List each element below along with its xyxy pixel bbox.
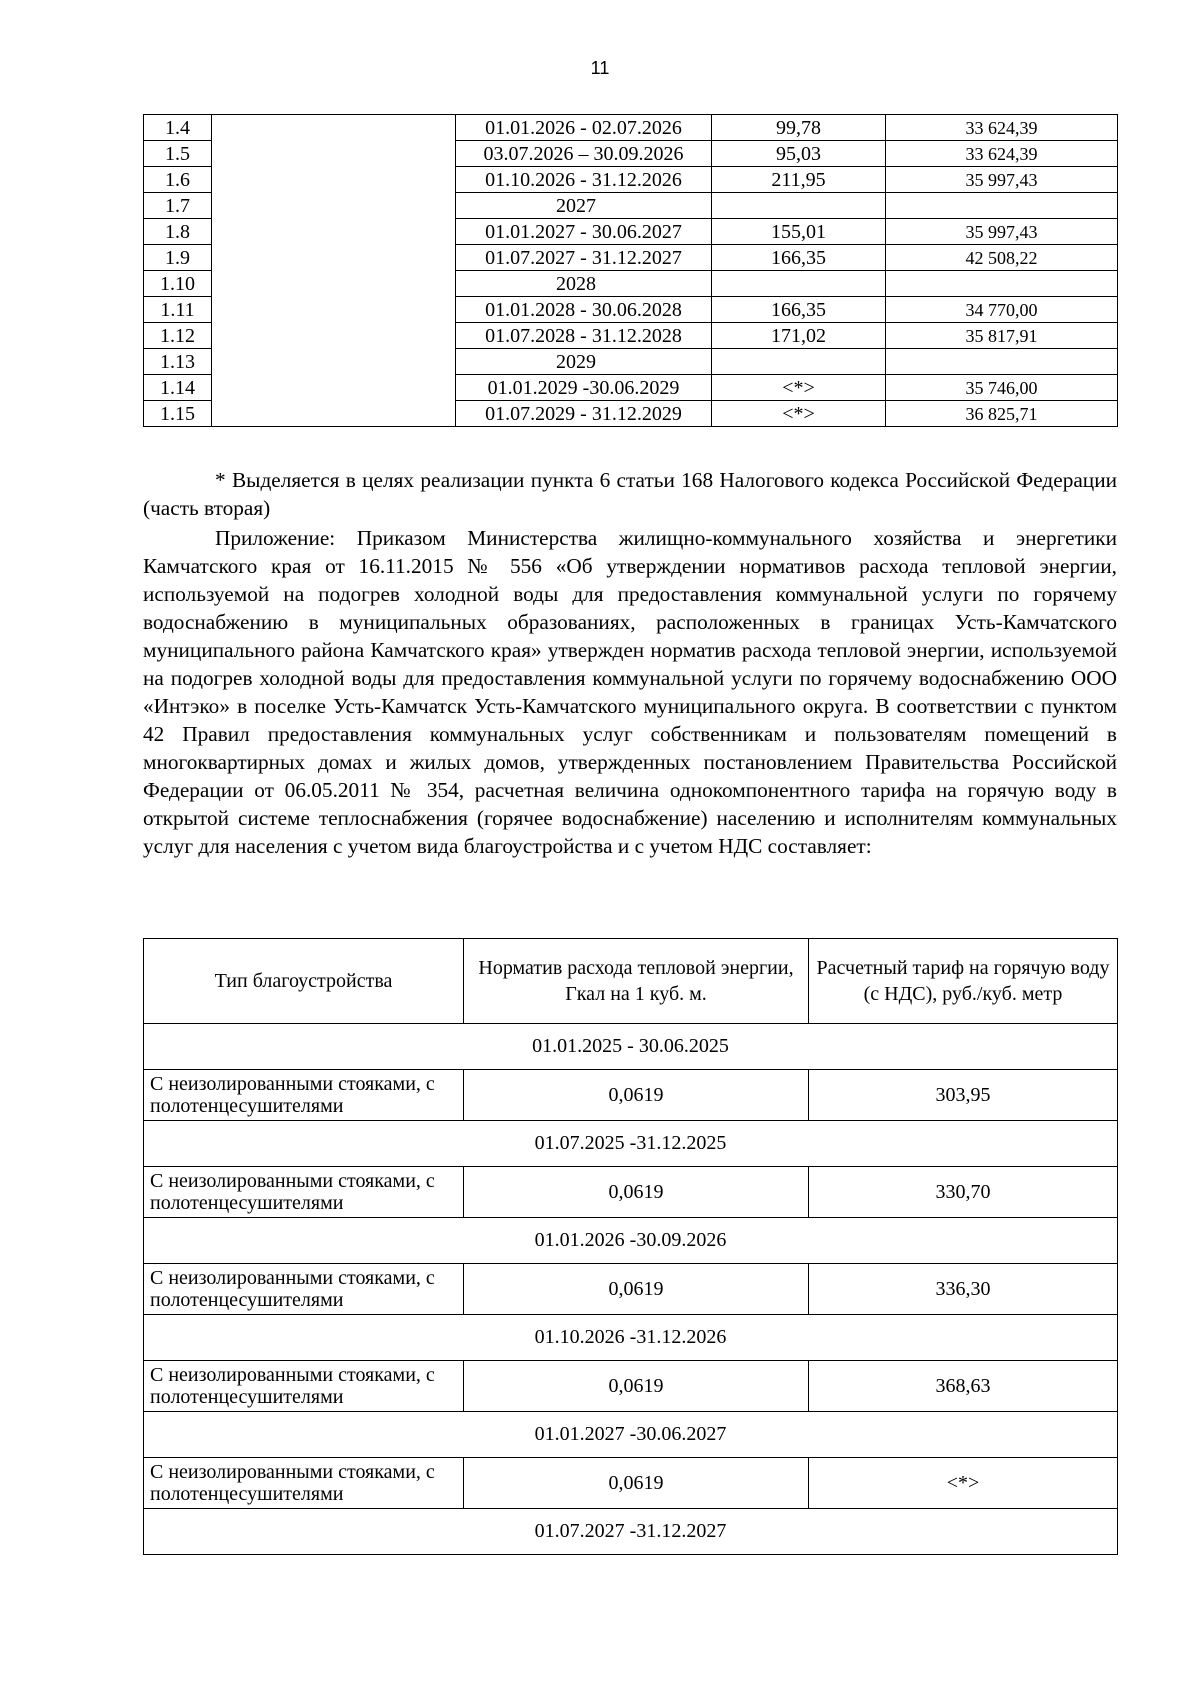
row-value: <*> — [712, 375, 886, 401]
hot-water-tariff-table — [143, 938, 1118, 1555]
table-row — [144, 401, 1118, 427]
period-row — [144, 1218, 1118, 1264]
table-row — [144, 323, 1118, 349]
table-row — [144, 1361, 1118, 1412]
cell-tariff: 336,30 — [809, 1264, 1118, 1315]
table-row — [144, 375, 1118, 401]
period-row — [144, 1315, 1118, 1361]
period-row — [144, 1412, 1118, 1458]
row-number: 1.11 — [144, 297, 212, 323]
empty-cell — [212, 245, 456, 271]
table-row — [144, 115, 1118, 141]
table-row — [144, 167, 1118, 193]
row-value — [712, 193, 886, 219]
cell-type: С неизолированными стояками, с полотенцесушителями — [144, 1264, 464, 1315]
row-period: 01.01.2026 - 02.07.2026 — [456, 115, 712, 141]
row-tariff — [886, 271, 1118, 297]
header-norm: Норматив расхода тепловой энергии, Гкал на 1 куб. м. — [464, 939, 809, 1024]
empty-cell — [212, 297, 456, 323]
row-value: 99,78 — [712, 115, 886, 141]
row-tariff: 42 508,22 — [886, 245, 1118, 271]
cell-norm: 0,0619 — [464, 1070, 809, 1121]
row-year: 2029 — [456, 349, 712, 375]
period-label: 01.07.2027 -31.12.2027 — [144, 1509, 1118, 1555]
row-period: 01.07.2029 - 31.12.2029 — [456, 401, 712, 427]
row-tariff: 35 997,43 — [886, 167, 1118, 193]
row-number: 1.4 — [144, 115, 212, 141]
row-number: 1.13 — [144, 349, 212, 375]
row-tariff: 34 770,00 — [886, 297, 1118, 323]
period-label: 01.10.2026 -31.12.2026 — [144, 1315, 1118, 1361]
row-value: 95,03 — [712, 141, 886, 167]
cell-type: С неизолированными стояками, с полотенцесушителями — [144, 1361, 464, 1412]
table-row — [144, 219, 1118, 245]
empty-cell — [212, 375, 456, 401]
row-period: 01.07.2027 - 31.12.2027 — [456, 245, 712, 271]
row-tariff — [886, 349, 1118, 375]
row-value — [712, 271, 886, 297]
cell-type: С неизолированными стояками, с полотенцесушителями — [144, 1458, 464, 1509]
row-value: 171,02 — [712, 323, 886, 349]
row-value — [712, 349, 886, 375]
row-period: 01.01.2029 -30.06.2029 — [456, 375, 712, 401]
table-row — [144, 141, 1118, 167]
period-label: 01.01.2027 -30.06.2027 — [144, 1412, 1118, 1458]
cell-tariff: 368,63 — [809, 1361, 1118, 1412]
row-number: 1.12 — [144, 323, 212, 349]
empty-cell — [212, 167, 456, 193]
period-label: 01.01.2025 - 30.06.2025 — [144, 1024, 1118, 1070]
tariff-schedule-body — [144, 115, 1118, 427]
cell-norm: 0,0619 — [464, 1361, 809, 1412]
row-period: 03.07.2026 – 30.09.2026 — [456, 141, 712, 167]
table-row — [144, 193, 1118, 219]
row-tariff: 35 746,00 — [886, 375, 1118, 401]
table-row — [144, 1264, 1118, 1315]
row-number: 1.8 — [144, 219, 212, 245]
empty-cell — [212, 115, 456, 141]
cell-tariff: 330,70 — [809, 1167, 1118, 1218]
row-number: 1.9 — [144, 245, 212, 271]
table-row — [144, 1070, 1118, 1121]
row-value: 166,35 — [712, 245, 886, 271]
period-row — [144, 1509, 1118, 1555]
table-row — [144, 1167, 1118, 1218]
empty-cell — [212, 349, 456, 375]
row-period: 01.01.2028 - 30.06.2028 — [456, 297, 712, 323]
row-value: 166,35 — [712, 297, 886, 323]
body-text — [143, 466, 1117, 860]
cell-norm: 0,0619 — [464, 1264, 809, 1315]
table-header-row — [144, 939, 1118, 1024]
period-row — [144, 1024, 1118, 1070]
row-period: 01.01.2027 - 30.06.2027 — [456, 219, 712, 245]
row-tariff: 36 825,71 — [886, 401, 1118, 427]
period-label: 01.01.2026 -30.09.2026 — [144, 1218, 1118, 1264]
row-tariff: 33 624,39 — [886, 141, 1118, 167]
row-tariff: 33 624,39 — [886, 115, 1118, 141]
tariff-schedule-table — [143, 114, 1118, 427]
empty-cell — [212, 401, 456, 427]
table-row — [144, 349, 1118, 375]
row-value: 211,95 — [712, 167, 886, 193]
empty-cell — [212, 141, 456, 167]
footnote: * Выделяется в целях реализации пункта 6 статьи 168 Налогового кодекса Российской Федерации (часть вторая) — [143, 468, 1117, 520]
cell-tariff: <*> — [809, 1458, 1118, 1509]
table-row — [144, 245, 1118, 271]
row-number: 1.7 — [144, 193, 212, 219]
page-number: 11 — [590, 58, 610, 78]
empty-cell — [212, 193, 456, 219]
period-row — [144, 1121, 1118, 1167]
appendix-paragraph: Приложение: Приказом Министерства жилищно-коммунального хозяйства и энергетики Камчатского края от 16.11.2015 № 556 «Об утверждении нормативов расхода тепловой энергии, используемой на подогрев холодной воды для предоставления коммунальной услуги по горячему водоснабжению в муниципальных образованиях, расположенных в границах Усть-Камчатского муниципального района Камчатского края» утвержден норматив расхода тепловой энергии, используемой на подогрев холодной воды для предоставления коммунальной услуги по горячему водоснабжению ООО «Интэко» в поселке Усть-Камчатск Усть-Камчатского муниципального округа. В соответствии с пунктом 42 Правил предоставления коммунальных услуг собственникам и пользователям помещений в многоквартирных домах и жилых домов, утвержденных постановлением Правительства Российской Федерации от 06.05.2011 № 354, расчетная величина однокомпонентного тарифа на горячую воду в открытой системе теплоснабжения (горячее водоснабжение) населению и исполнителям коммунальных услуг для населения с учетом вида благоустройства и с учетом НДС составляет: — [143, 526, 1117, 858]
table-row — [144, 1458, 1118, 1509]
header-tariff: Расчетный тариф на горячую воду (с НДС), руб./куб. метр — [809, 939, 1118, 1024]
row-tariff: 35 997,43 — [886, 219, 1118, 245]
empty-cell — [212, 323, 456, 349]
row-number: 1.15 — [144, 401, 212, 427]
row-number: 1.10 — [144, 271, 212, 297]
row-tariff: 35 817,91 — [886, 323, 1118, 349]
row-number: 1.14 — [144, 375, 212, 401]
header-type: Тип благоустройства — [144, 939, 464, 1024]
cell-norm: 0,0619 — [464, 1458, 809, 1509]
cell-type: С неизолированными стояками, с полотенцесушителями — [144, 1167, 464, 1218]
row-period: 01.07.2028 - 31.12.2028 — [456, 323, 712, 349]
row-tariff — [886, 193, 1118, 219]
row-value: <*> — [712, 401, 886, 427]
empty-cell — [212, 271, 456, 297]
period-label: 01.07.2025 -31.12.2025 — [144, 1121, 1118, 1167]
row-year: 2027 — [456, 193, 712, 219]
row-period: 01.10.2026 - 31.12.2026 — [456, 167, 712, 193]
row-number: 1.6 — [144, 167, 212, 193]
cell-norm: 0,0619 — [464, 1167, 809, 1218]
row-year: 2028 — [456, 271, 712, 297]
row-value: 155,01 — [712, 219, 886, 245]
cell-type: С неизолированными стояками, с полотенцесушителями — [144, 1070, 464, 1121]
cell-tariff: 303,95 — [809, 1070, 1118, 1121]
table-row — [144, 297, 1118, 323]
empty-cell — [212, 219, 456, 245]
table-row — [144, 271, 1118, 297]
row-number: 1.5 — [144, 141, 212, 167]
